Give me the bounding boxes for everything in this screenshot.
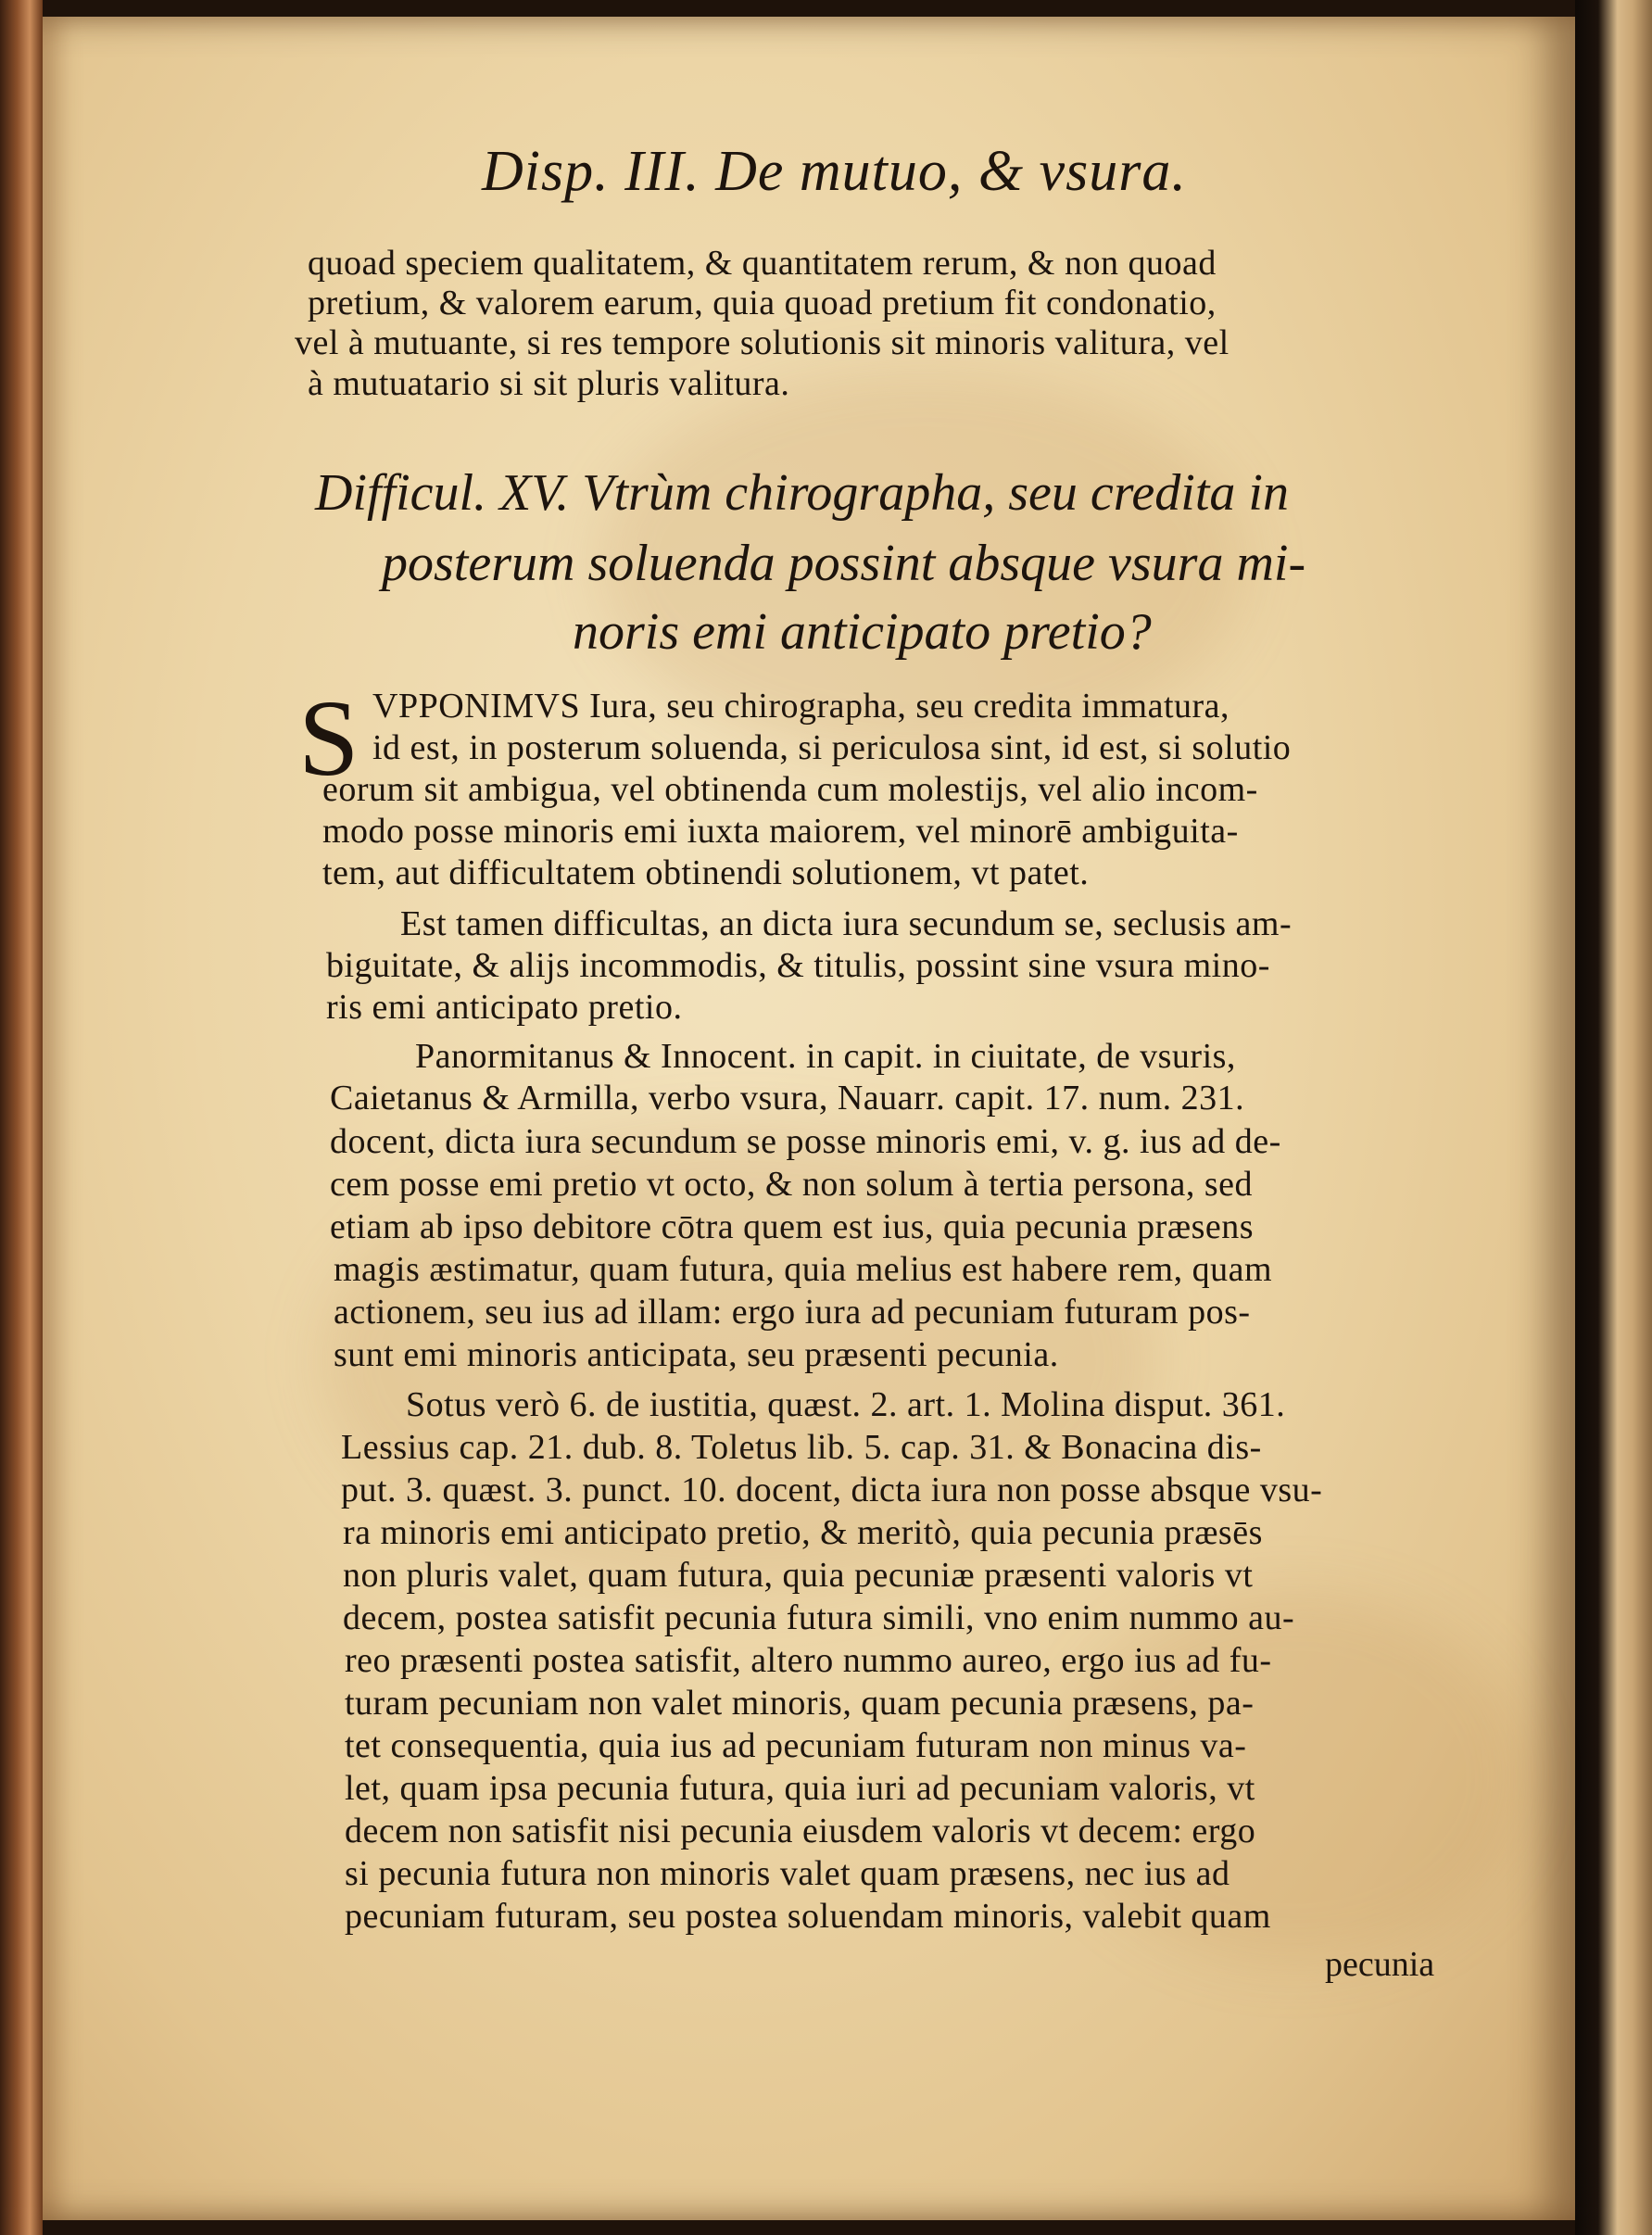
- text-line: turam pecuniam non valet minoris, quam pecunia præsens, pa-: [345, 1684, 1255, 1723]
- text-line: VPPONIMVS Iura, seu chirographa, seu credita immatura,: [372, 687, 1230, 726]
- text-line: tet consequentia, quia ius ad pecuniam futuram non minus va-: [345, 1726, 1247, 1765]
- difficulty-title-line: posterum soluenda possint absque vsura mi-: [382, 535, 1306, 592]
- text-line: magis æstimatur, quam futura, quia melius est habere rem, quam: [334, 1250, 1273, 1289]
- text-line: Caietanus & Armilla, verbo vsura, Nauarr. capit. 17. num. 231.: [330, 1079, 1245, 1118]
- text-line: modo posse minoris emi iuxta maiorem, vel minorē ambiguita-: [322, 812, 1239, 851]
- text-line: cem posse emi pretio vt octo, & non solum à tertia persona, sed: [330, 1165, 1254, 1204]
- text-line: put. 3. quæst. 3. punct. 10. docent, dicta iura non posse absque vsu-: [341, 1471, 1323, 1509]
- text-line: Lessius cap. 21. dub. 8. Toletus lib. 5. cap. 31. & Bonacina dis-: [341, 1428, 1262, 1467]
- text-line: tem, aut difficultatem obtinendi solutionem, vt patet.: [322, 853, 1090, 892]
- text-line: pretium, & valorem earum, quia quoad pretium fit condonatio,: [308, 284, 1217, 322]
- text-line: reo præsenti postea satisfit, altero nummo aureo, ergo ius ad fu-: [345, 1641, 1272, 1680]
- text-line: Est tamen difficultas, an dicta iura secundum se, seclusis am-: [400, 904, 1293, 943]
- text-line: eorum sit ambigua, vel obtinenda cum molestijs, vel alio incom-: [322, 770, 1258, 809]
- text-line: ra minoris emi anticipato pretio, & meritò, quia pecunia præsēs: [343, 1513, 1263, 1552]
- text-line: biguitate, & alijs incommodis, & titulis, possint sine vsura mino-: [326, 946, 1270, 985]
- text-line: vel à mutuante, si res tempore solutionis sit minoris valitura, vel: [295, 323, 1230, 362]
- text-line: Sotus verò 6. de iustitia, quæst. 2. art. 1. Molina disput. 361.: [406, 1385, 1286, 1424]
- text-line: non pluris valet, quam futura, quia pecuniæ præsenti valoris vt: [343, 1556, 1254, 1595]
- book-binding-gutter: [1575, 0, 1652, 2235]
- text-line: etiam ab ipso debitore cōtra quem est ius, quia pecunia præsens: [330, 1207, 1255, 1246]
- text-line: actionem, seu ius ad illam: ergo iura ad pecuniam futuram pos-: [334, 1293, 1251, 1332]
- text-line: quoad speciem qualitatem, & quantitatem rerum, & non quoad: [308, 244, 1217, 283]
- book-left-edge: [0, 0, 43, 2235]
- text-line: let, quam ipsa pecunia futura, quia iuri ad pecuniam valoris, vt: [345, 1769, 1255, 1808]
- text-line: sunt emi minoris anticipata, seu præsenti pecunia.: [334, 1335, 1059, 1374]
- running-header: Disp. III. De mutuo, & vsura.: [482, 140, 1187, 203]
- text-line: Panormitanus & Innocent. in capit. in ciuitate, de vsuris,: [415, 1037, 1236, 1076]
- text-line: decem, postea satisfit pecunia futura simili, vno enim nummo au-: [343, 1598, 1295, 1637]
- text-line: à mutuatario si sit pluris valitura.: [308, 364, 790, 403]
- text-line: decem non satisfit nisi pecunia eiusdem valoris vt decem: ergo: [345, 1812, 1256, 1850]
- difficulty-title-line: Difficul. XV. Vtrùm chirographa, seu credita in: [315, 464, 1289, 522]
- drop-cap: S: [298, 677, 359, 799]
- catchword: pecunia: [1325, 1945, 1435, 1984]
- text-line: si pecunia futura non minoris valet quam præsens, nec ius ad: [345, 1854, 1230, 1893]
- text-line: docent, dicta iura secundum se posse minoris emi, v. g. ius ad de-: [330, 1122, 1281, 1161]
- difficulty-title-line: noris emi anticipato pretio?: [573, 603, 1152, 661]
- text-line: ris emi anticipato pretio.: [326, 988, 683, 1027]
- text-line: id est, in posterum soluenda, si periculosa sint, id est, si solutio: [372, 728, 1292, 767]
- text-line: pecuniam futuram, seu postea soluendam minoris, valebit quam: [345, 1897, 1271, 1936]
